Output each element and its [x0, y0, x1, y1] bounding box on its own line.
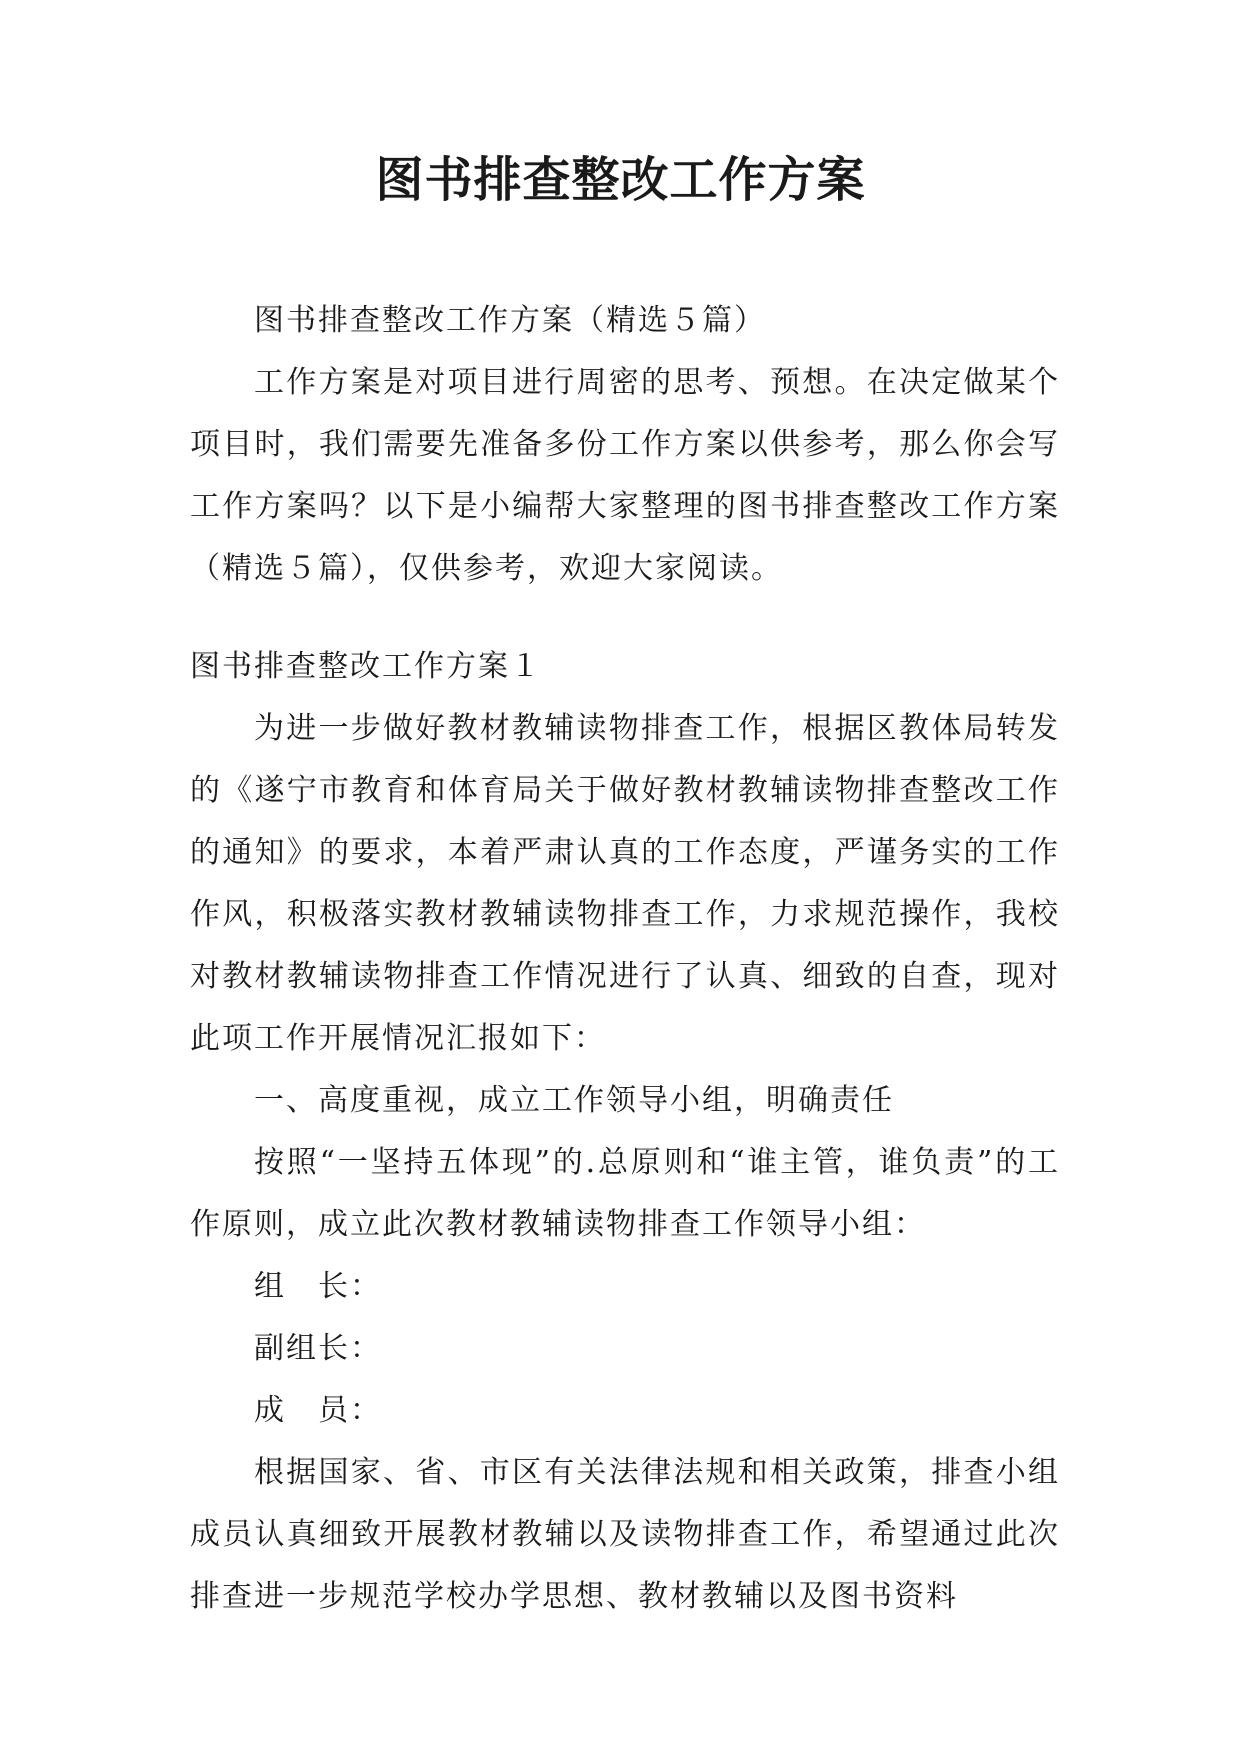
body-paragraph: 根据国家、省、市区有关法律法规和相关政策，排查小组成员认真细致开展教材教辅以及读物排查工作，希望通过此次排查进一步规范学校办学思想、教材教辅以及图书资料: [190, 1455, 1060, 1614]
section-heading: 图书排查整改工作方案１: [190, 649, 542, 684]
subtitle-paragraph: 图书排查整改工作方案（精选５篇）: [254, 303, 766, 338]
body-paragraph: 按照“一坚持五体现”的.总原则和“谁主管，谁负责”的工作原则，成立此次教材教辅读物排查工作领导小组：: [190, 1145, 1060, 1242]
body-paragraph: 为进一步做好教材教辅读物排查工作，根据区教体局转发的《遂宁市教育和体育局关于做好教材教辅读物排查整改工作的通知》的要求，本着严肃认真的工作态度，严谨务实的工作作风，积极落实教材教辅读物排查工作，力求规范操作，我校对教材教辅读物排查工作情况进行了认真、细致的自查，现对此项工作开展情况汇报如下：: [190, 711, 1060, 1056]
members-line: 成 员：: [254, 1393, 382, 1428]
document-body: [190, 290, 1060, 1628]
intro-paragraph: 工作方案是对项目进行周密的思考、预想。在决定做某个项目时，我们需要先准备多份工作方案以供参考，那么你会写工作方案吗？以下是小编帮大家整理的图书排查整改工作方案（精选５篇），仅供参考，欢迎大家阅读。: [190, 365, 1060, 586]
deputy-leader-line: 副组长：: [254, 1331, 382, 1366]
team-leader-line: 组 长：: [254, 1269, 382, 1304]
subsection-heading: 一、高度重视，成立工作领导小组，明确责任: [254, 1083, 894, 1118]
document-title: 图书排查整改工作方案: [375, 152, 866, 208]
